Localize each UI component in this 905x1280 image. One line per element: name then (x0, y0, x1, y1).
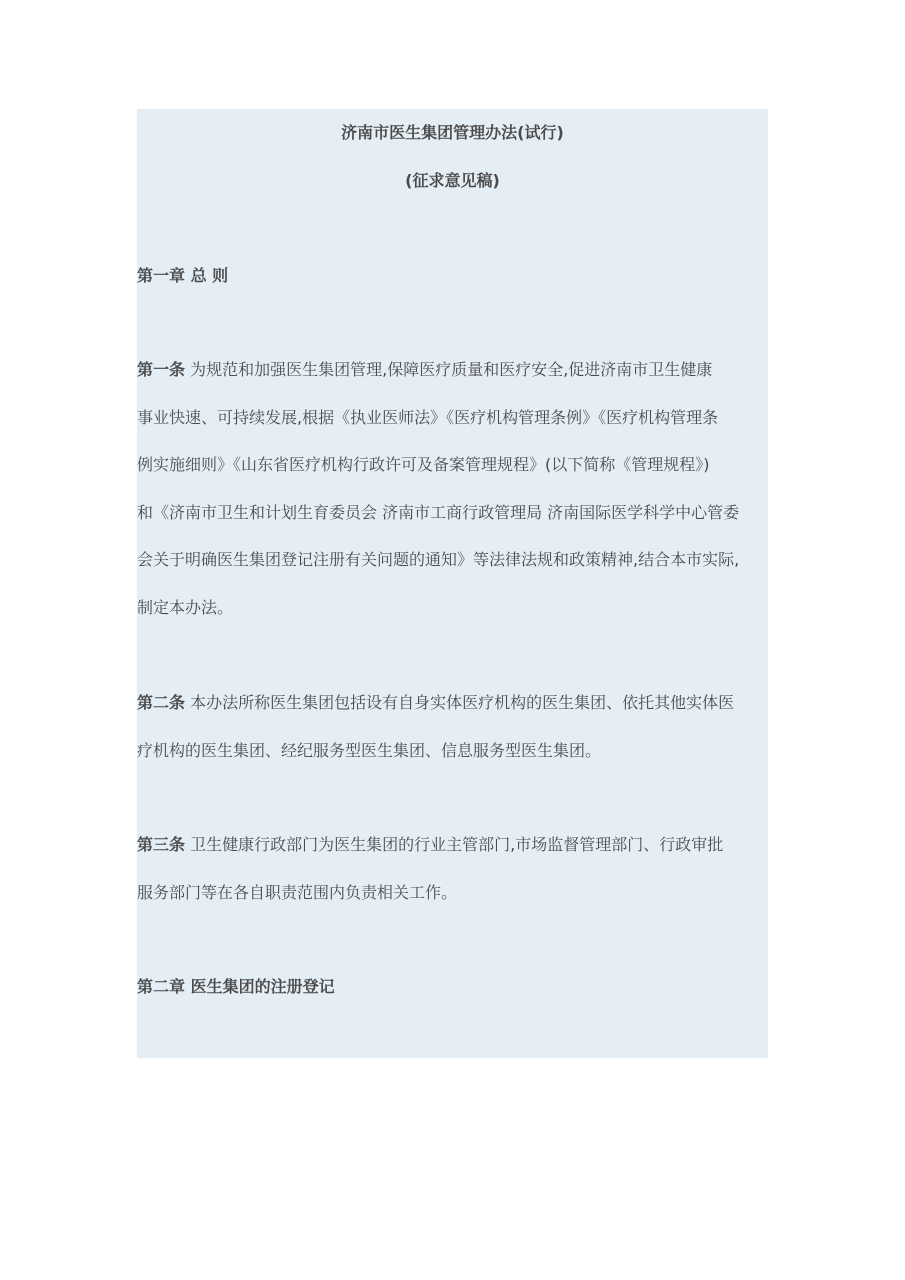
document-title: 济南市医生集团管理办法(试行) (341, 123, 564, 142)
article-2-line-2: 疗机构的医生集团、经纪服务型医生集团、信息服务型医生集团。 (137, 741, 602, 760)
article-2-label: 第二条 (137, 693, 186, 712)
article-3-label: 第三条 (137, 835, 186, 854)
chapter-2-heading: 第二章 医生集团的注册登记 (137, 977, 335, 996)
article-1-line-3: 例实施细则》《山东省医疗机构行政许可及备案管理规程》(以下简称《管理规程》) (137, 455, 710, 474)
article-1-label: 第一条 (137, 360, 186, 379)
document-panel (137, 109, 768, 1058)
article-1-line-6: 制定本办法。 (137, 598, 234, 617)
chapter-1-heading: 第一章 总 则 (137, 266, 229, 285)
article-1-line-2: 事业快速、可持续发展,根据《执业医师法》《医疗机构管理条例》《医疗机构管理条 (137, 408, 719, 427)
article-3-line-1: 第三条 卫生健康行政部门为医生集团的行业主管部门,市场监督管理部门、行政审批 (137, 835, 724, 854)
article-2-line-1: 第二条 本办法所称医生集团包括设有自身实体医疗机构的医生集团、依托其他实体医 (137, 693, 735, 712)
article-1-line-1: 第一条 为规范和加强医生集团管理,保障医疗质量和医疗安全,促进济南市卫生健康 (137, 360, 713, 379)
article-1-line-5: 会关于明确医生集团登记注册有关问题的通知》等法律法规和政策精神,结合本市实际, (137, 550, 740, 569)
article-3-line-2: 服务部门等在各自职责范围内负责相关工作。 (137, 883, 458, 902)
document-subtitle: (征求意见稿) (405, 171, 500, 190)
article-1-line-4: 和《济南市卫生和计划生育委员会 济南市工商行政管理局 济南国际医学科学中心管委 (137, 503, 740, 522)
